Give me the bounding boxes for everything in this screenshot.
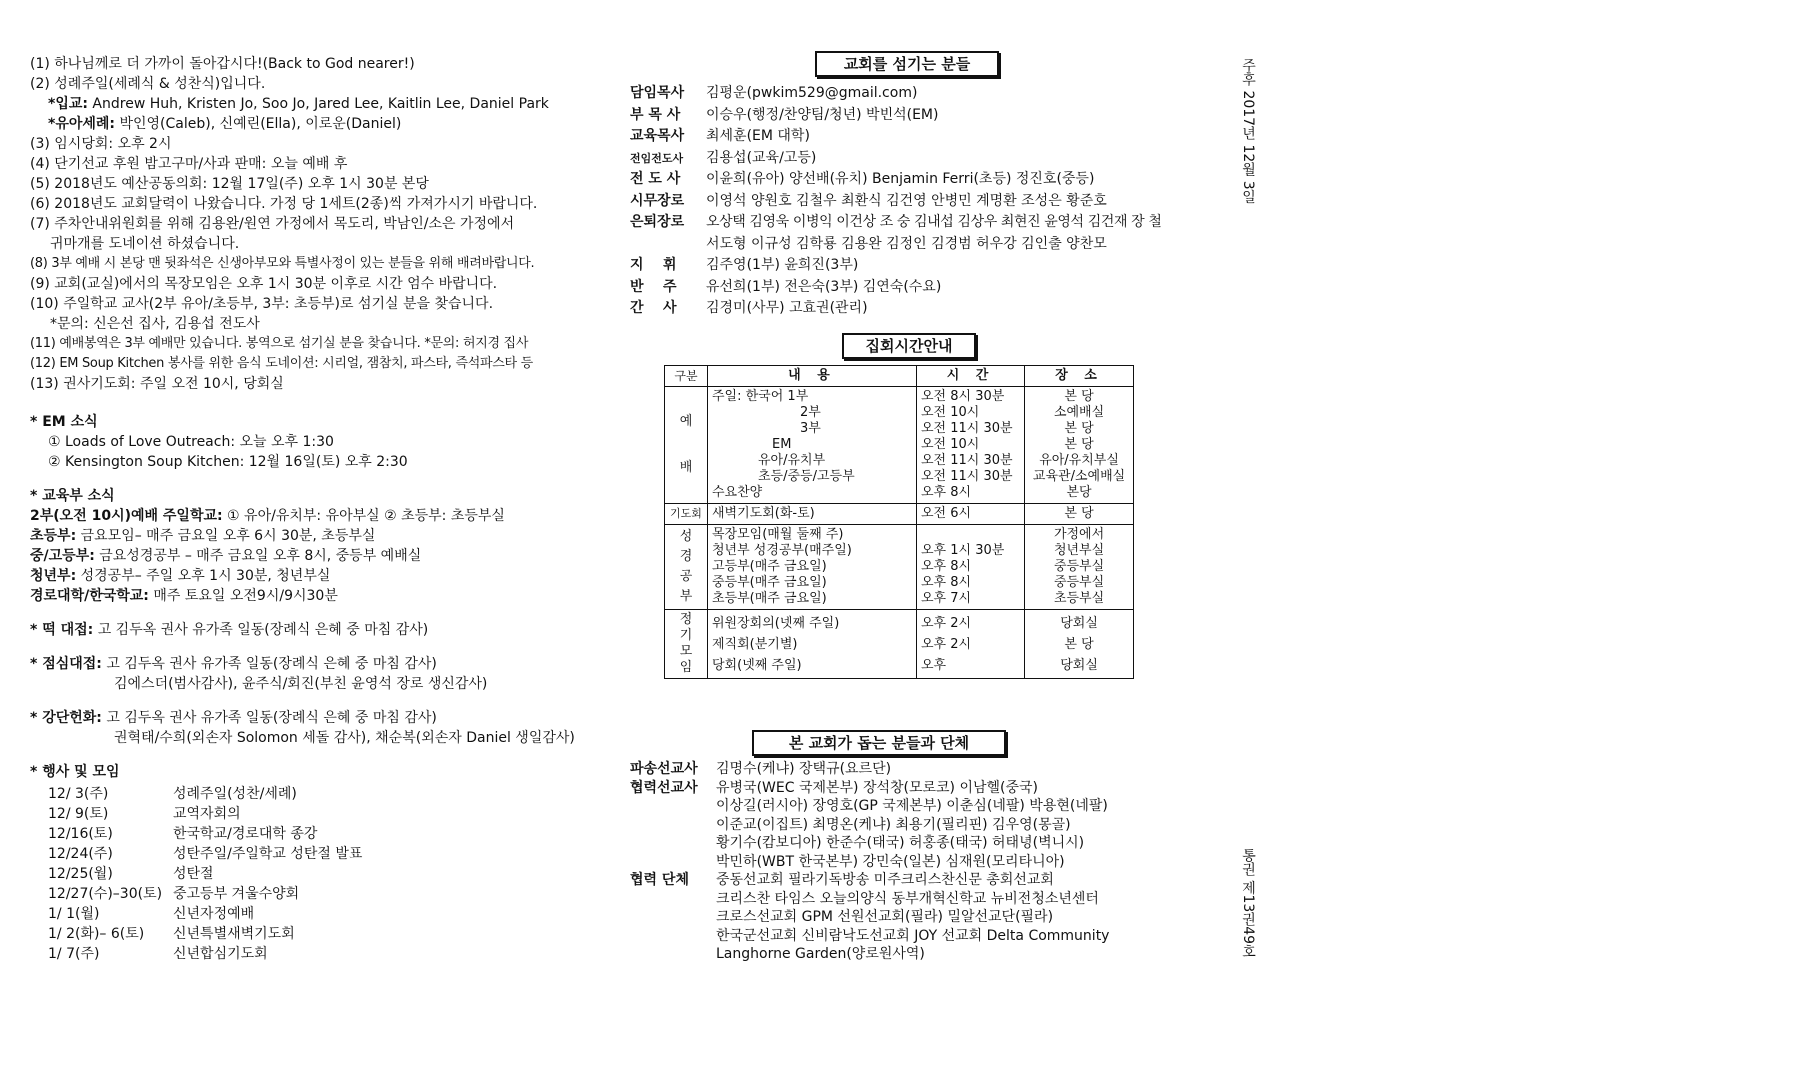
mission-type: 협력선교사: [630, 779, 698, 796]
meeting-item: 제직회(분기별): [712, 636, 798, 652]
mission-type: 파송선교사: [630, 761, 698, 777]
event-row: [30, 924, 590, 944]
study-time-item: [921, 527, 1020, 543]
edu-text-5: 매주 토요일 오전9시/9시30분: [148, 588, 338, 604]
mission-names: 이준교(이집트) 최명온(케냐) 최용기(필리핀) 김우영(몽골): [716, 816, 1071, 833]
event-row: [30, 864, 590, 884]
mission-row: [630, 779, 1190, 798]
meetings-time: [917, 610, 1025, 679]
edu-news-item-4: [30, 566, 590, 586]
event-row: [30, 784, 590, 804]
staff-names: 이승우(행정/찬양팀/청년) 박빈석(EM): [706, 106, 939, 123]
study-item: 목장모임(매월 둘째 주): [712, 527, 844, 542]
event-date: 12/16(토): [48, 826, 113, 842]
meeting-time-item: 오후: [921, 657, 947, 673]
event-name: 신년특별새벽기도회: [173, 926, 295, 942]
cat-char: 예: [679, 414, 693, 429]
event-name: 교역자회의: [173, 806, 241, 822]
lunch-line-2: 김에스더(범사감사), 윤주식/회진(부친 윤영석 장로 생신감사): [114, 676, 488, 692]
prayer-content: [708, 504, 917, 525]
study-item: 초등부(매주 금요일): [712, 591, 827, 606]
worship-place: [1025, 387, 1134, 504]
worship-item: 2부: [800, 405, 821, 420]
em-news-title: * EM 소식: [30, 414, 98, 430]
study-content: [708, 525, 917, 610]
event-date: 1/ 7(주): [48, 946, 100, 962]
staff-names: 오상택 김영욱 이병익 이건상 조 숭 김내섭 김상우 최현진 윤영석 김건재 장 철: [706, 214, 1162, 230]
schedule-table: [664, 365, 1134, 679]
announcement-10-contact: *문의: 신은선 집사, 김용섭 전도사: [50, 316, 260, 332]
worship-category: [665, 387, 708, 504]
event-row: [30, 944, 590, 964]
announcement-11: (11) 예배봉역은 3부 예배만 있습니다. 봉역으로 섬기실 분을 찾습니다. *문의: 허지경 집사: [30, 336, 529, 351]
study-place-item: 청년부실: [1053, 543, 1105, 558]
edu-text-3: 금요성경공부 – 매주 금요일 오후 8시, 중등부 예배실: [94, 548, 422, 564]
event-row: [30, 804, 590, 824]
worship-time-item: 오전 11시 30분: [921, 453, 1013, 468]
study-place-item: 가정에서: [1053, 527, 1105, 542]
prayer-item: 새벽기도회(화-토): [712, 506, 815, 521]
announcement-12: (12) EM Soup Kitchen 봉사를 위한 음식 도네이션: 시리얼, 잼참치, 파스타, 즉석파스타 등: [30, 356, 533, 371]
announcement-1: (1) 하나님께로 더 가까이 돌아갑시다!(Back to God nearer!): [30, 56, 415, 72]
worship-time-item: 오전 10시: [921, 405, 980, 420]
staff-names: 유선희(1부) 전은숙(3부) 김연숙(수요): [706, 278, 942, 295]
edu-text-2: 금요모임– 매주 금요일 오후 6시 30분, 초등부실: [76, 528, 376, 544]
staff-row: [630, 212, 1230, 234]
mission-row: [630, 871, 1190, 890]
mission-names: 중동선교회 필라기독방송 미주크리스찬신문 총회선교회: [716, 872, 1054, 888]
meeting-item: 당회(넷째 주일): [712, 657, 802, 673]
bulletin-volume: 통권 제13권49호: [1240, 848, 1256, 959]
edu-label-2: 초등부:: [30, 528, 77, 544]
mission-names: 박민하(WBT 한국본부) 강민숙(일본) 심재원(모리타니아): [716, 853, 1065, 870]
prayer-category: 기도회: [665, 504, 708, 525]
edu-label-1: 2부(오전 10시)예배 주일학교:: [30, 508, 223, 524]
infant-label: *유아세례:: [48, 116, 116, 132]
cat-char: 정: [679, 612, 693, 627]
staff-list: [630, 83, 1230, 320]
infant-baptism-line: [30, 114, 590, 134]
event-name: 성탄절: [173, 866, 214, 882]
header-time: 시 간: [917, 366, 1025, 387]
mission-row: [630, 908, 1190, 927]
worship-time-item: 오전 11시 30분: [921, 469, 1013, 484]
ipgyo-line: [30, 94, 590, 114]
mission-names: 황기수(캄보디아) 한준수(태국) 허홍종(태국) 허태녕(벽니시): [716, 835, 1085, 851]
cat-char: 경: [679, 549, 693, 564]
announcement-9: (9) 교회(교실)에서의 목장모임은 오후 1시 30분 이후로 시간 엄수 바랍니다.: [30, 276, 498, 292]
worship-time: [917, 387, 1025, 504]
staff-role: 전임전도사: [630, 151, 684, 165]
mission-row: [630, 816, 1190, 835]
edu-news-item-2: [30, 526, 590, 546]
event-row: [30, 844, 590, 864]
worship-place-item: 본 당: [1064, 421, 1094, 436]
ipgyo-names: Andrew Huh, Kristen Jo, Soo Jo, Jared Lee, Kaitlin Lee, Daniel Park: [87, 96, 549, 112]
mission-row: [630, 760, 1190, 779]
event-name: 신년자정예배: [173, 906, 255, 922]
event-date: 12/27(수)–30(토): [48, 886, 163, 902]
header-category: 구분: [665, 366, 708, 387]
announcement-13: (13) 권사기도회: 주일 오전 10시, 당회실: [30, 376, 284, 392]
mission-names: 크로스선교회 GPM 선원선교회(필라) 밀알선교단(필라): [716, 909, 1054, 925]
mission-names: 이상길(러시아) 장영호(GP 국제본부) 이춘심(네팔) 박용현(네팔): [716, 798, 1108, 814]
staff-row: [630, 148, 1230, 170]
mission-names: 유병국(WEC 국제본부) 장석창(모로코) 이남헬(중국): [716, 779, 1039, 796]
edu-text-4: 성경공부– 주일 오후 1시 30분, 청년부실: [76, 568, 331, 584]
flowers-line: [30, 708, 590, 728]
staff-role: 반 주: [630, 278, 677, 295]
worship-place-item: 교육관/소예배실: [1032, 469, 1126, 484]
header-content: 내 용: [708, 366, 917, 387]
staff-role: 부 목 사: [630, 106, 681, 123]
announcement-2: (2) 성례주일(세례식 & 성찬식)입니다.: [30, 76, 266, 92]
study-place: [1025, 525, 1134, 610]
edu-label-4: 청년부:: [30, 568, 77, 584]
prayer-time-item: 오전 6시: [921, 506, 972, 521]
staff-names: 이영석 양원호 김철우 최환식 김건영 안병민 계명환 조성은 황준호: [706, 192, 1107, 209]
staff-row: [630, 83, 1230, 105]
lunch-line: [30, 654, 590, 674]
worship-item: 초등/중등/고등부: [758, 469, 855, 484]
meetings-place: [1025, 610, 1134, 679]
edu-label-5: 경로대학/한국학교:: [30, 588, 149, 604]
study-time-item: 오후 7시: [921, 591, 972, 606]
worship-place-item: 유아/유치부실: [1039, 453, 1119, 468]
staff-row: [630, 255, 1230, 277]
worship-place-item: 소예배실: [1053, 405, 1105, 420]
flowers-line-2: 권혁태/수희(외손자 Solomon 세돌 감사), 채순복(외손자 Daniel 생일감사): [114, 730, 575, 746]
rice-label: * 떡 대접:: [30, 622, 94, 638]
prayer-time: [917, 504, 1025, 525]
announcement-8: (8) 3부 예배 시 본당 맨 뒷좌석은 신생아부모와 특별사정이 있는 분들을 위해 배려바랍니다.: [30, 256, 535, 271]
mission-row: [630, 834, 1190, 853]
worship-row: [665, 387, 1134, 504]
meeting-item: 위원장회의(넷째 주일): [712, 615, 840, 631]
study-row: [665, 525, 1134, 610]
staff-names: 최세훈(EM 대학): [706, 128, 810, 144]
study-category: [665, 525, 708, 610]
announcement-4: (4) 단기선교 후원 밤고구마/사과 판매: 오늘 예배 후: [30, 156, 348, 172]
event-name: 중고등부 겨울수양회: [173, 886, 300, 902]
mission-names: Langhorne Garden(양로원사역): [716, 946, 925, 962]
missions-list: [630, 760, 1190, 964]
cat-char: 부: [679, 589, 693, 604]
cat-char: 임: [679, 660, 693, 675]
mission-row: [630, 927, 1190, 946]
study-item: 고등부(매주 금요일): [712, 559, 827, 574]
mission-row: [630, 797, 1190, 816]
event-date: 12/25(월): [48, 866, 113, 882]
rice-text: 고 김두옥 권사 유가족 일동(장례식 은혜 중 마침 감사): [93, 622, 429, 638]
worship-place-item: 본당: [1066, 485, 1092, 500]
schedule-header-row: [665, 366, 1134, 387]
meetings-content: [708, 610, 917, 679]
event-name: 신년합심기도회: [173, 946, 268, 962]
worship-item: 주일: 한국어 1부: [712, 389, 809, 404]
bulletin-date: 주후 2017년 12월 3일: [1240, 58, 1256, 204]
meeting-time-item: 오후 2시: [921, 636, 972, 652]
study-time-item: 오후 1시 30분: [921, 543, 1005, 558]
worship-place-item: 본 당: [1064, 389, 1094, 404]
study-item: 청년부 성경공부(매주일): [712, 543, 852, 558]
meetings-row: [665, 610, 1134, 679]
event-date: 12/ 3(주): [48, 786, 109, 802]
prayer-place: [1025, 504, 1134, 525]
event-name: 한국학교/경로대학 종강: [173, 826, 318, 842]
mission-type: 협력 단체: [630, 872, 689, 888]
staff-row: [630, 234, 1230, 256]
worship-time-item: 오전 11시 30분: [921, 421, 1013, 436]
meeting-place-item: 본 당: [1064, 636, 1094, 652]
staff-row: [630, 277, 1230, 299]
worship-item: 수요찬양: [712, 485, 763, 500]
study-time-item: 오후 8시: [921, 575, 972, 590]
staff-names: 김경미(사무) 고효권(관리): [706, 300, 868, 316]
edu-news-title: * 교육부 소식: [30, 488, 115, 504]
announcement-3: (3) 임시당회: 오후 2시: [30, 136, 172, 152]
study-place-item: 중등부실: [1053, 559, 1105, 574]
event-date: 12/24(주): [48, 846, 113, 862]
worship-place-item: 본 당: [1064, 437, 1094, 452]
worship-item: 유아/유치부: [758, 453, 826, 468]
infant-names: 박인영(Caleb), 신예린(Ella), 이로운(Daniel): [115, 116, 402, 132]
mission-row: [630, 890, 1190, 909]
worship-item: 3부: [800, 421, 821, 436]
announcement-7-cont: 귀마개를 도네이션 하셨습니다.: [50, 236, 240, 252]
staff-row: [630, 169, 1230, 191]
edu-news-item-5: [30, 586, 590, 606]
staff-names: 김평운(pwkim529@gmail.com): [706, 85, 918, 101]
staff-role: 전 도 사: [630, 171, 681, 187]
rice-line: [30, 620, 590, 640]
event-date: 1/ 2(화)– 6(토): [48, 926, 145, 942]
edu-news-item-1: [30, 506, 590, 526]
staff-role: 간 사: [630, 300, 677, 316]
staff-row: [630, 126, 1230, 148]
study-place-item: 중등부실: [1053, 575, 1105, 590]
cat-char: 기: [679, 628, 693, 643]
mission-names: 크리스찬 타임스 오늘의양식 동부개혁신학교 뉴비전청소년센터: [716, 890, 1099, 907]
staff-names: 김주영(1부) 윤희진(3부): [706, 257, 859, 273]
worship-time-item: 오후 8시: [921, 485, 972, 500]
edu-text-1: ① 유아/유치부: 유아부실 ② 초등부: 초등부실: [222, 508, 505, 524]
edu-news-item-3: [30, 546, 590, 566]
announcement-6: (6) 2018년도 교회달력이 나왔습니다. 가정 당 1세트(2종)씩 가져가시기 바랍니다.: [30, 196, 538, 212]
staff-role: 은퇴장로: [630, 214, 685, 230]
worship-time-item: 오전 10시: [921, 437, 980, 452]
event-date: 12/ 9(토): [48, 806, 109, 822]
flowers-label: * 강단헌화:: [30, 710, 102, 726]
meeting-place-item: 당회실: [1060, 615, 1098, 631]
cat-char: 배: [679, 460, 693, 475]
staff-role: 시무장로: [630, 192, 685, 209]
ipgyo-label: *입교:: [48, 96, 88, 112]
staff-role: 지 휘: [630, 257, 677, 273]
em-news-item-2: ② Kensington Soup Kitchen: 12월 16일(토) 오후 2:30: [48, 454, 408, 470]
worship-item: EM: [772, 437, 792, 452]
staff-role: 담임목사: [630, 85, 685, 101]
mission-names: 한국군선교회 신비람낙도선교회 JOY 선교회 Delta Community: [716, 927, 1110, 944]
header-place: 장 소: [1025, 366, 1134, 387]
event-date: 1/ 1(월): [48, 906, 100, 922]
study-place-item: 초등부실: [1053, 591, 1105, 606]
worship-content: [708, 387, 917, 504]
staff-names: 이윤희(유아) 양선배(유치) Benjamin Ferri(초등) 정진호(중등): [706, 171, 1095, 187]
meeting-place-item: 당회실: [1060, 657, 1098, 673]
staff-role: 교육목사: [630, 128, 685, 144]
staff-names: 서도형 이규성 김학룡 김용완 김정인 김경범 허우강 김인출 양찬모: [706, 235, 1107, 252]
cat-char: 공: [679, 569, 693, 584]
event-row: [30, 884, 590, 904]
em-news-item-1: ① Loads of Love Outreach: 오늘 오후 1:30: [48, 434, 334, 450]
announcement-10: (10) 주일학교 교사(2부 유아/초등부, 3부: 초등부)로 섬기실 분을 찾습니다.: [30, 296, 494, 312]
announcement-5: (5) 2018년도 예산공동의회: 12월 17일(주) 오후 1시 30분 본당: [30, 176, 429, 192]
missions-title: 본 교회가 돕는 분들과 단체: [752, 730, 1006, 756]
event-name: 성탄주일/주일학교 성탄절 발표: [173, 846, 363, 862]
edu-label-3: 중/고등부:: [30, 548, 95, 564]
event-row: [30, 824, 590, 844]
mission-row: [630, 945, 1190, 964]
staff-title: 교회를 섬기는 분들: [815, 51, 999, 77]
mission-row: [630, 853, 1190, 872]
study-time: [917, 525, 1025, 610]
prayer-row: [665, 504, 1134, 525]
mission-names: 김명수(케냐) 장택규(요르단): [716, 761, 892, 777]
cat-char: 성: [679, 529, 693, 544]
staff-row: [630, 105, 1230, 127]
lunch-label: * 점심대접:: [30, 656, 102, 672]
events-title: * 행사 및 모임: [30, 764, 120, 780]
meetings-category: [665, 610, 708, 679]
schedule-title: 집회시간안내: [842, 333, 976, 359]
announcements-column: [30, 54, 590, 964]
study-time-item: 오후 8시: [921, 559, 972, 574]
meeting-time-item: 오후 2시: [921, 615, 972, 631]
announcement-7: (7) 주차안내위원회를 위해 김용완/원연 가정에서 목도리, 박남인/소은 가정에서: [30, 216, 515, 232]
event-name: 성례주일(성찬/세례): [173, 786, 297, 802]
flowers-text: 고 김두옥 권사 유가족 일동(장례식 은혜 중 마침 감사): [101, 710, 437, 726]
cat-char: 모: [679, 644, 693, 659]
staff-names: 김용섭(교육/고등): [706, 149, 817, 166]
study-item: 중등부(매주 금요일): [712, 575, 827, 590]
lunch-text: 고 김두옥 권사 유가족 일동(장례식 은혜 중 마침 감사): [101, 656, 437, 672]
worship-time-item: 오전 8시 30분: [921, 389, 1005, 404]
events-list: [30, 784, 590, 964]
prayer-place-item: 본 당: [1064, 506, 1094, 521]
staff-row: [630, 298, 1230, 320]
staff-row: [630, 191, 1230, 213]
event-row: [30, 904, 590, 924]
